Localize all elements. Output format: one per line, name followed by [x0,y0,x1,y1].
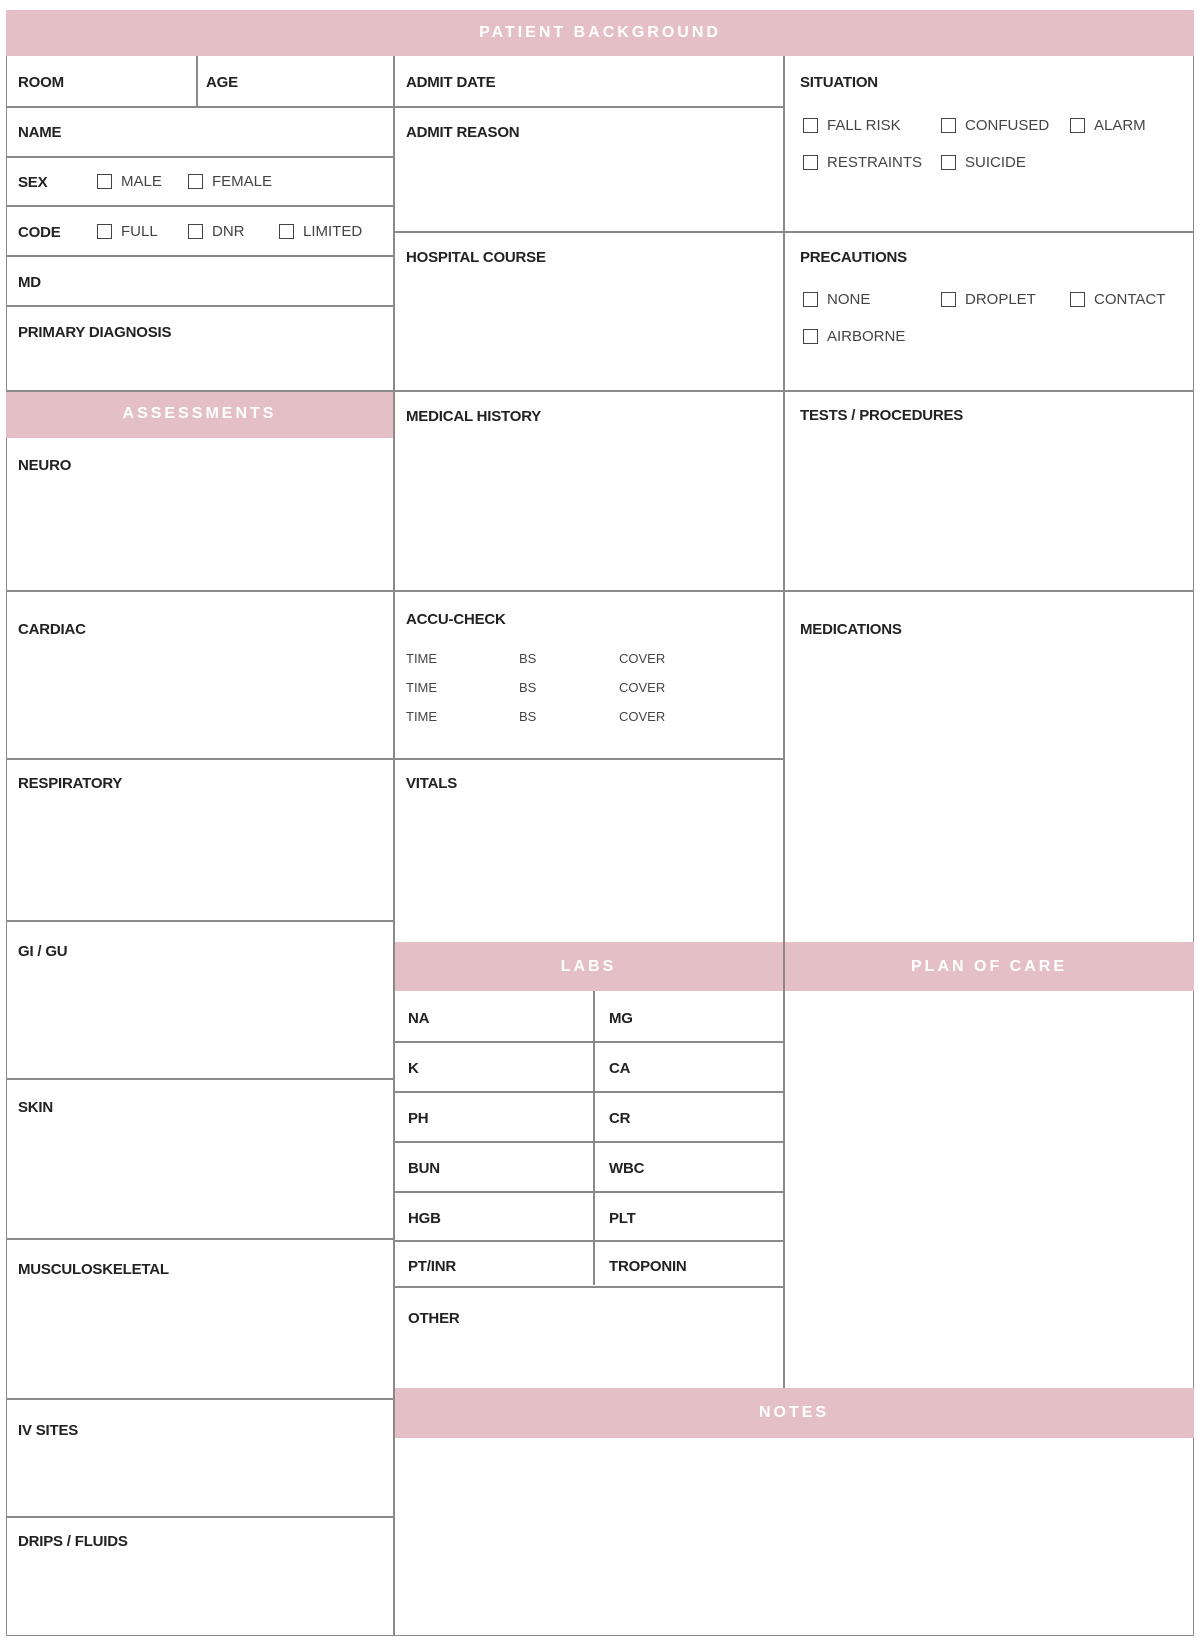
checkbox-icon[interactable] [803,292,818,307]
accu-cover-label: COVER [619,709,666,724]
lab-ptinr-label: PT/INR [408,1258,456,1275]
code-dnr-option[interactable] [188,223,245,240]
lab-ph-label: PH [408,1110,429,1127]
option-label: LIMITED [303,223,363,240]
respiratory-label: RESPIRATORY [18,775,123,792]
accu-bs-label: BS [519,680,537,695]
tests-procedures-label: TESTS / PROCEDURES [800,407,964,424]
rule [6,305,393,307]
iv-sites-label: IV SITES [18,1422,79,1439]
rule [6,590,393,592]
checkbox-icon[interactable] [803,155,818,170]
rule [784,390,1194,392]
sex-female-option[interactable] [188,173,272,190]
gi-gu-label: GI / GU [18,943,68,960]
option-label: DROPLET [965,291,1036,308]
rule [6,758,393,760]
checkbox-icon[interactable] [97,174,112,189]
lab-mg-label: MG [609,1010,633,1027]
option-label: SUICIDE [965,154,1026,171]
sex-male-option[interactable] [97,173,162,190]
rule [394,390,783,392]
situation-restraints-option[interactable] [803,154,922,171]
rule [394,106,783,108]
plan-of-care-header: PLAN OF CARE [784,942,1194,991]
accu-bs-label: BS [519,651,537,666]
lab-wbc-label: WBC [609,1160,645,1177]
accu-cover-label: COVER [619,651,666,666]
lab-plt-label: PLT [609,1210,636,1227]
situation-label: SITUATION [800,74,878,91]
divider-middle-right [783,56,785,1388]
checkbox-icon[interactable] [188,174,203,189]
lab-bun-label: BUN [408,1160,440,1177]
precaution-airborne-option[interactable] [803,328,905,345]
rule [784,231,1194,233]
rule [6,1238,393,1240]
admit-reason-label: ADMIT REASON [406,124,520,141]
age-label: AGE [206,74,238,91]
option-label: CONFUSED [965,117,1050,134]
accu-cover-label: COVER [619,680,666,695]
notes-header: NOTES [394,1388,1194,1438]
option-label: ALARM [1094,117,1146,134]
checkbox-icon[interactable] [1070,292,1085,307]
cardiac-label: CARDIAC [18,621,86,638]
lab-hgb-label: HGB [408,1210,441,1227]
checkbox-icon[interactable] [941,292,956,307]
lab-k-label: K [408,1060,419,1077]
rule [394,1041,783,1043]
lab-na-label: NA [408,1010,430,1027]
option-label: NONE [827,291,871,308]
accu-bs-label: BS [519,709,537,724]
option-label: FEMALE [212,173,273,190]
option-label: FULL [121,223,158,240]
precaution-contact-option[interactable] [1070,291,1165,308]
hospital-course-label: HOSPITAL COURSE [406,249,546,266]
rule [394,590,783,592]
rule [6,255,393,257]
rule [394,758,783,760]
md-label: MD [18,274,41,291]
code-label: CODE [18,224,61,241]
situation-fall-risk-option[interactable] [803,117,901,134]
code-full-option[interactable] [97,223,158,240]
rule [6,390,393,392]
precaution-none-option[interactable] [803,291,870,308]
precautions-label: PRECAUTIONS [800,249,907,266]
checkbox-icon[interactable] [941,155,956,170]
lab-other-label: OTHER [408,1310,460,1327]
code-limited-option[interactable] [279,223,362,240]
rule [6,156,393,158]
accu-check-label: ACCU-CHECK [406,611,506,628]
rule [394,1141,783,1143]
rule [6,106,393,108]
rule [6,1516,393,1518]
accu-time-label: TIME [406,651,438,666]
divider-room-age [196,56,198,106]
rule [394,1286,783,1288]
precaution-droplet-option[interactable] [941,291,1036,308]
checkbox-icon[interactable] [279,224,294,239]
assessments-header: ASSESSMENTS [6,390,393,438]
rule [394,231,783,233]
checkbox-icon[interactable] [1070,118,1085,133]
patient-background-header: PATIENT BACKGROUND [6,10,1194,56]
checkbox-icon[interactable] [97,224,112,239]
accu-time-label: TIME [406,709,438,724]
patient-report-sheet [6,10,1194,1636]
medical-history-label: MEDICAL HISTORY [406,408,542,425]
rule [6,920,393,922]
situation-suicide-option[interactable] [941,154,1026,171]
option-label: AIRBORNE [827,328,906,345]
skin-label: SKIN [18,1099,54,1116]
vitals-label: VITALS [406,775,458,792]
checkbox-icon[interactable] [803,118,818,133]
divider-left-middle [393,56,395,1636]
primary-diagnosis-label: PRIMARY DIAGNOSIS [18,324,172,341]
name-label: NAME [18,124,62,141]
lab-cr-label: CR [609,1110,631,1127]
neuro-label: NEURO [18,457,72,474]
rule [6,205,393,207]
checkbox-icon[interactable] [188,224,203,239]
option-label: FALL RISK [827,117,901,134]
situation-confused-option[interactable] [941,117,1049,134]
option-label: CONTACT [1094,291,1166,308]
admit-date-label: ADMIT DATE [406,74,496,91]
rule [784,590,1194,592]
musculoskeletal-label: MUSCULOSKELETAL [18,1261,169,1278]
option-label: MALE [121,173,162,190]
medications-label: MEDICATIONS [800,621,902,638]
room-label: ROOM [18,74,64,91]
option-label: RESTRAINTS [827,154,923,171]
accu-time-label: TIME [406,680,438,695]
rule [6,1078,393,1080]
lab-troponin-label: TROPONIN [609,1258,687,1275]
drips-fluids-label: DRIPS / FLUIDS [18,1533,128,1550]
rule [6,1398,393,1400]
rule [394,1240,783,1242]
checkbox-icon[interactable] [941,118,956,133]
option-label: DNR [212,223,245,240]
situation-alarm-option[interactable] [1070,117,1146,134]
sex-label: SEX [18,174,48,191]
rule [394,1091,783,1093]
lab-ca-label: CA [609,1060,631,1077]
rule [394,1191,783,1193]
checkbox-icon[interactable] [803,329,818,344]
labs-header: LABS [394,942,783,991]
